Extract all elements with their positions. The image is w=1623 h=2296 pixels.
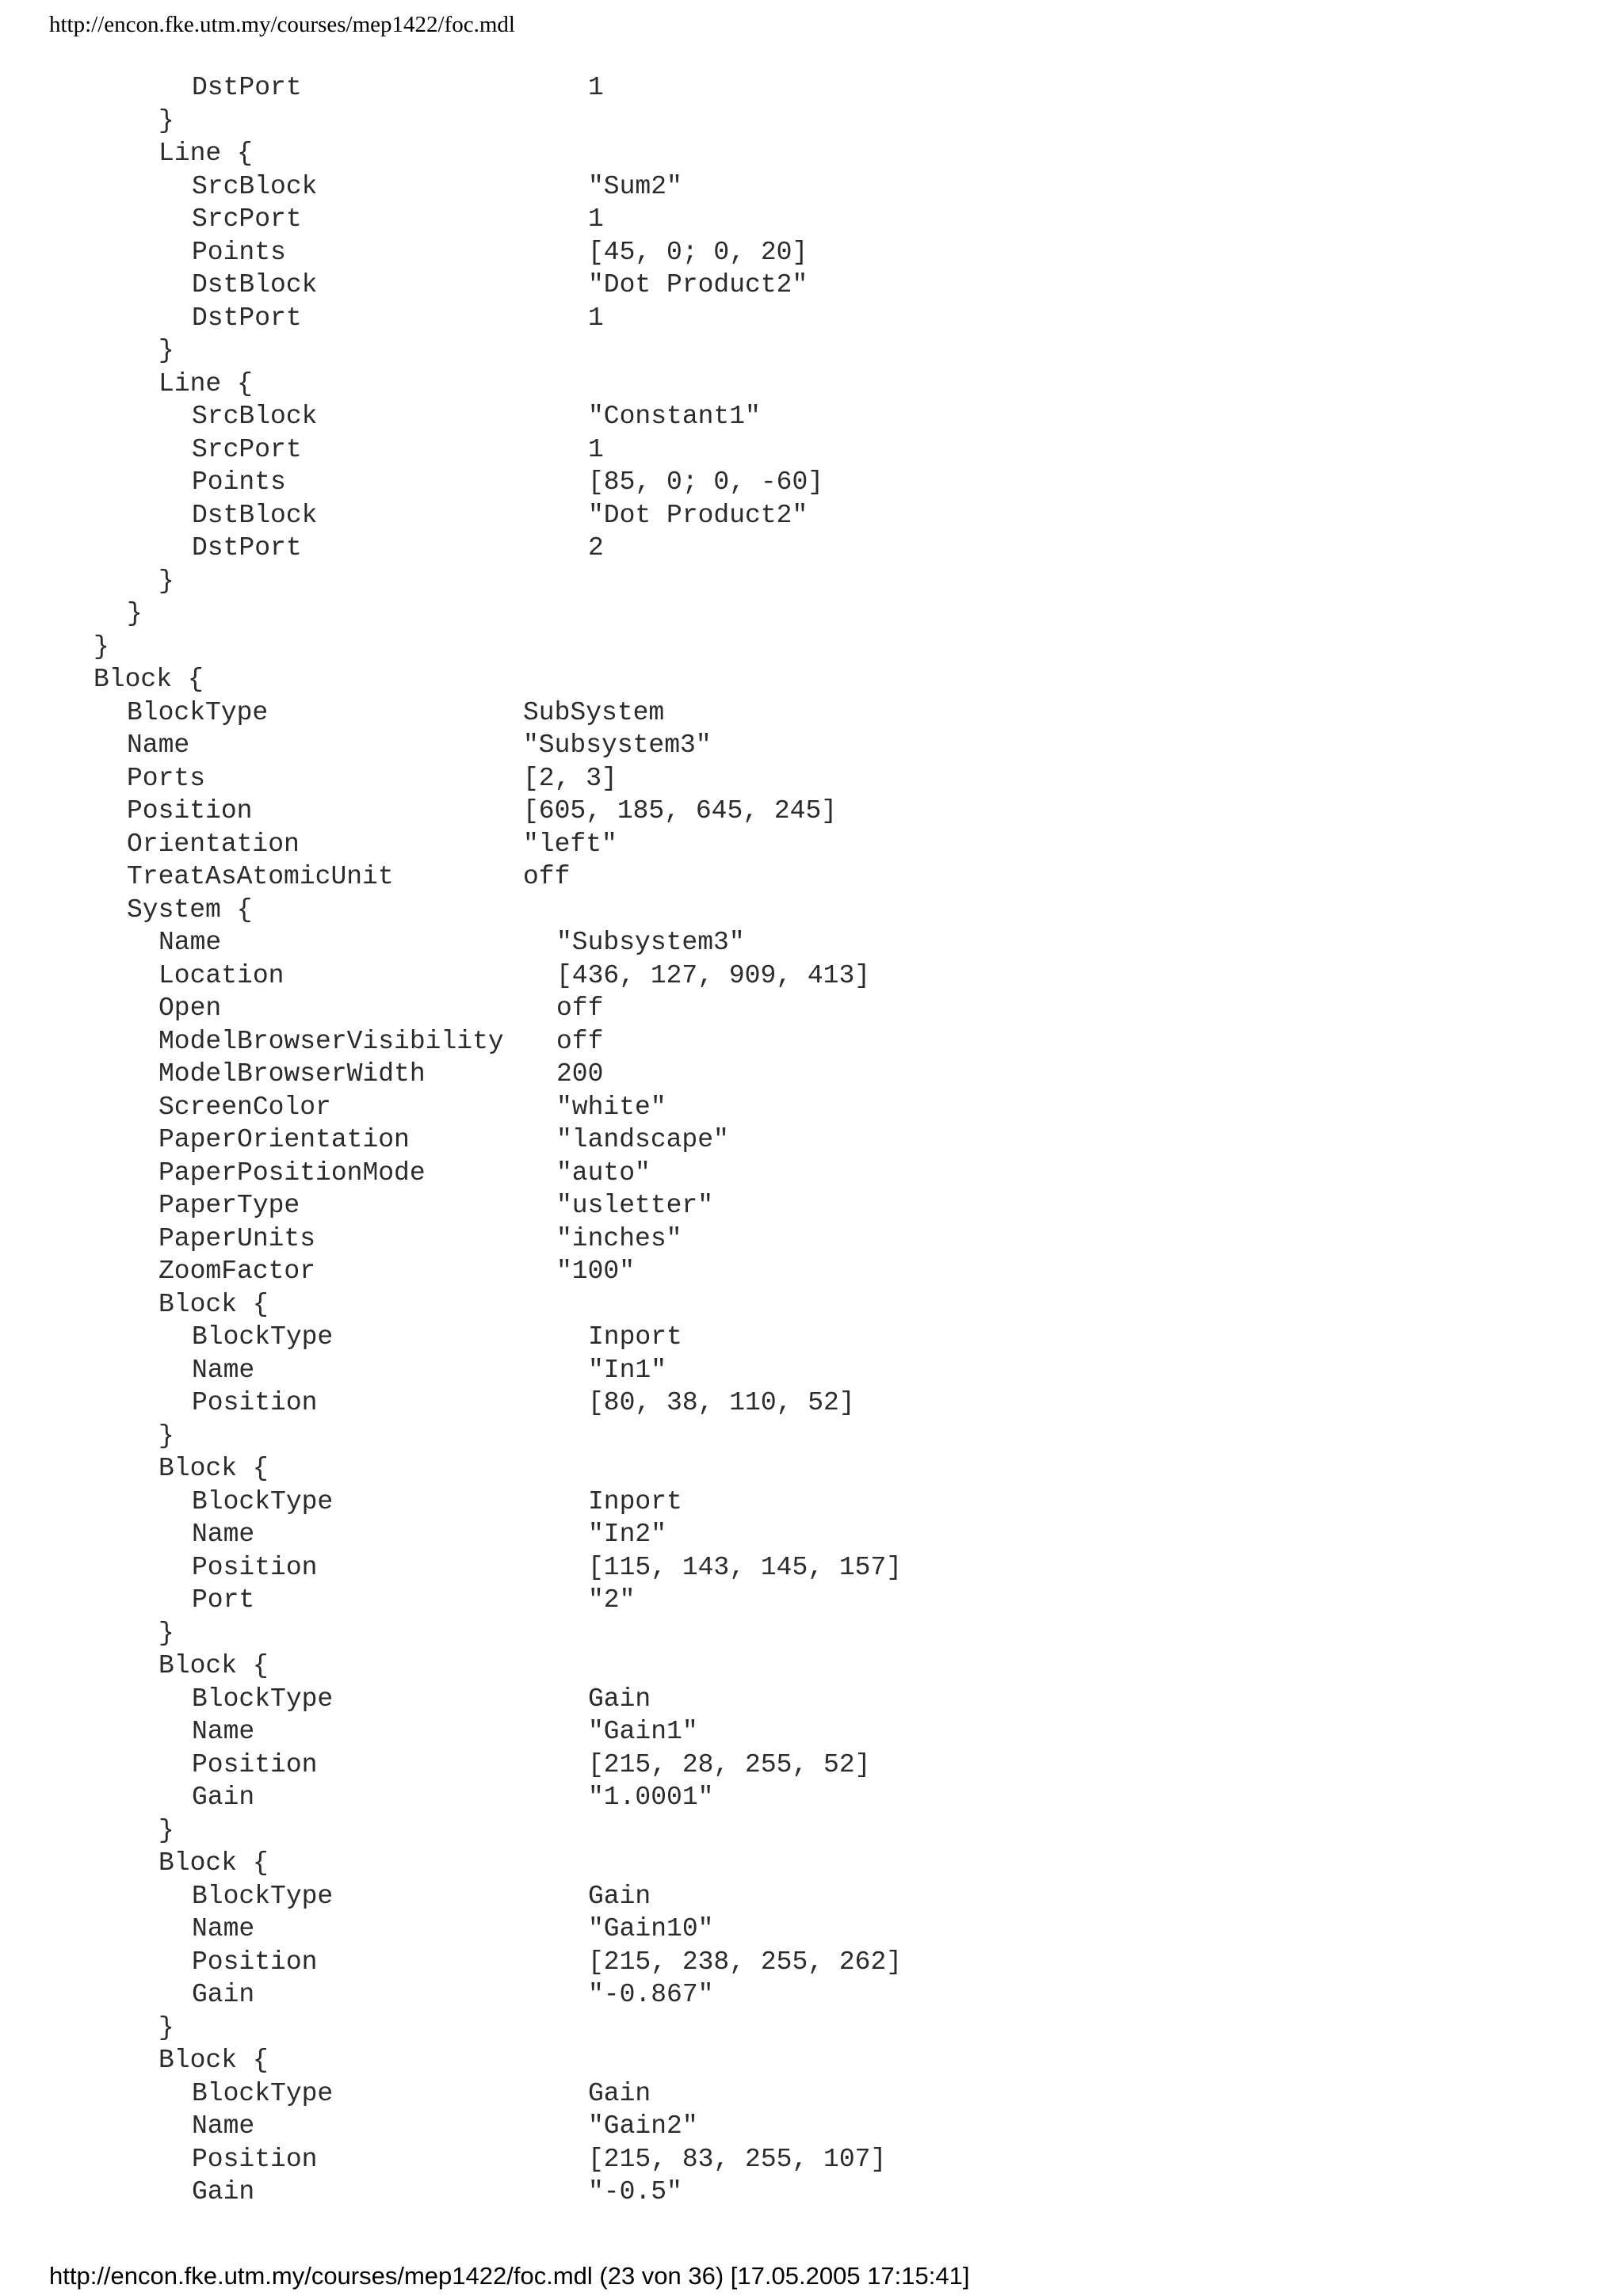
code-value: "Subsystem3" (523, 730, 712, 760)
code-line (0, 71, 1623, 105)
code-key: Name (127, 730, 190, 760)
code-line (0, 1650, 1623, 1683)
code-key: BlockType (192, 1322, 334, 1352)
code-key: } (158, 336, 174, 365)
code-key: } (158, 2012, 174, 2042)
code-value: "Dot Product2" (588, 500, 808, 530)
code-line (0, 2110, 1623, 2143)
code-line (0, 1551, 1623, 1585)
code-line (0, 302, 1623, 335)
code-key: Name (192, 1914, 255, 1943)
code-key: Open (158, 994, 222, 1023)
code-line (0, 1847, 1623, 1880)
code-line (0, 499, 1623, 532)
code-line (0, 2012, 1623, 2045)
code-line (0, 334, 1623, 368)
code-line (0, 1518, 1623, 1551)
code-key: BlockType (192, 1881, 334, 1911)
code-key: SrcPort (192, 434, 302, 464)
code-key: Gain (192, 1980, 255, 2009)
code-key: Block { (94, 665, 204, 694)
code-line (0, 2143, 1623, 2176)
code-value: "Dot Product2" (588, 270, 808, 299)
code-key: Position (192, 1552, 318, 1582)
code-line (0, 860, 1623, 894)
code-key: Position (192, 1388, 318, 1417)
code-key: Name (192, 1355, 255, 1385)
code-line (0, 762, 1623, 795)
code-value: off (523, 862, 571, 891)
code-key: Position (127, 796, 253, 826)
code-line (0, 1157, 1623, 1190)
code-value: Inport (588, 1486, 682, 1516)
code-key: TreatAsAtomicUnit (127, 862, 394, 891)
code-line (0, 631, 1623, 664)
code-value: "-0.5" (588, 2177, 682, 2206)
code-key: SrcBlock (192, 402, 318, 431)
code-line (0, 1123, 1623, 1157)
code-line (0, 828, 1623, 861)
code-line (0, 959, 1623, 993)
code-line (0, 1321, 1623, 1354)
page-header-url: http://encon.fke.utm.my/courses/mep1422/foc.mdl (49, 12, 515, 37)
code-key: BlockType (192, 2078, 334, 2108)
code-key: Name (158, 928, 222, 957)
code-key: Name (192, 2111, 255, 2141)
code-key: Port (192, 1585, 255, 1615)
code-line (0, 1913, 1623, 1946)
code-key: Gain (192, 1783, 255, 1812)
code-value: "Gain1" (588, 1717, 698, 1746)
code-line (0, 1058, 1623, 1091)
code-line (0, 236, 1623, 269)
code-value: [215, 28, 255, 52] (588, 1749, 871, 1779)
code-line (0, 368, 1623, 401)
code-value: "100" (556, 1257, 636, 1286)
code-value: [215, 83, 255, 107] (588, 2144, 887, 2174)
code-key: Points (192, 467, 286, 497)
code-value: [80, 38, 110, 52] (588, 1388, 855, 1417)
code-value: "Gain10" (588, 1914, 714, 1943)
code-key: DstPort (192, 533, 302, 563)
code-key: BlockType (192, 1486, 334, 1516)
code-value: "left" (523, 829, 617, 859)
code-line (0, 1978, 1623, 2012)
code-line (0, 2077, 1623, 2111)
code-line (0, 1420, 1623, 1453)
code-line (0, 1946, 1623, 1979)
code-key: Line { (158, 368, 253, 399)
code-value: 1 (588, 73, 604, 102)
code-line (0, 1880, 1623, 1913)
code-key: Orientation (127, 829, 300, 859)
code-key: } (158, 1421, 174, 1451)
code-line (0, 1781, 1623, 1814)
code-line (0, 565, 1623, 598)
code-key: } (158, 1618, 174, 1648)
code-key: DstPort (192, 73, 302, 102)
code-value: off (556, 1026, 604, 1056)
code-key: Position (192, 1947, 318, 1977)
code-key: } (158, 105, 174, 135)
code-line (0, 1683, 1623, 1716)
code-line (0, 269, 1623, 302)
code-key: Location (158, 960, 285, 990)
code-value: [115, 143, 145, 157] (588, 1552, 903, 1582)
code-key: Name (192, 1520, 255, 1549)
code-value: "landscape" (556, 1125, 729, 1154)
code-line (0, 992, 1623, 1025)
code-key: PaperOrientation (158, 1125, 410, 1154)
code-line (0, 1222, 1623, 1256)
code-value: "Sum2" (588, 171, 682, 201)
code-line (0, 663, 1623, 696)
code-line (0, 2176, 1623, 2209)
code-value: 1 (588, 434, 604, 464)
code-key: SrcBlock (192, 171, 318, 201)
code-line (0, 1617, 1623, 1650)
code-line (0, 466, 1623, 499)
code-key: ScreenColor (158, 1092, 331, 1122)
code-key: } (158, 566, 174, 596)
code-key: Ports (127, 763, 206, 793)
code-line (0, 1354, 1623, 1387)
code-key: } (127, 599, 143, 628)
code-line (0, 1584, 1623, 1617)
page-footer-info: http://encon.fke.utm.my/courses/mep1422/foc.mdl (23 von 36) [17.05.2005 17:15:41] (49, 2262, 970, 2290)
code-key: Block { (158, 2046, 269, 2075)
code-key: } (158, 1815, 174, 1845)
code-key: Block { (158, 1289, 269, 1319)
code-value: SubSystem (523, 697, 665, 727)
code-line (0, 926, 1623, 959)
code-value: "In1" (588, 1355, 667, 1385)
code-line (0, 597, 1623, 631)
code-line (0, 1749, 1623, 1782)
code-line (0, 1091, 1623, 1124)
code-value: [215, 238, 255, 262] (588, 1947, 903, 1977)
code-line (0, 1814, 1623, 1848)
code-line (0, 532, 1623, 565)
code-line (0, 2044, 1623, 2077)
code-value: "white" (556, 1092, 666, 1122)
code-value: "-0.867" (588, 1980, 714, 2009)
code-value: 2 (588, 533, 604, 563)
code-key: ZoomFactor (158, 1257, 316, 1286)
code-line (0, 1189, 1623, 1222)
code-key: DstBlock (192, 270, 318, 299)
code-line (0, 1025, 1623, 1058)
code-value: 200 (556, 1059, 604, 1089)
code-key: } (94, 631, 109, 662)
code-key: BlockType (192, 1684, 334, 1714)
code-value: "2" (588, 1585, 636, 1615)
code-key: PaperPositionMode (158, 1158, 426, 1188)
code-key: ModelBrowserVisibility (158, 1026, 504, 1056)
code-value: 1 (588, 303, 604, 333)
code-value: [436, 127, 909, 413] (556, 960, 871, 990)
code-value: Gain (588, 1684, 651, 1714)
code-line (0, 894, 1623, 927)
code-value: Gain (588, 1881, 651, 1911)
code-value: [85, 0; 0, -60] (588, 467, 824, 497)
code-line (0, 203, 1623, 236)
code-key: PaperUnits (158, 1223, 316, 1253)
code-line (0, 1715, 1623, 1749)
code-line (0, 1255, 1623, 1288)
code-key: ModelBrowserWidth (158, 1059, 426, 1089)
code-key: DstPort (192, 303, 302, 333)
code-line (0, 1486, 1623, 1519)
code-value: "Subsystem3" (556, 928, 745, 957)
code-key: BlockType (127, 697, 269, 727)
code-line (0, 696, 1623, 730)
code-line (0, 400, 1623, 433)
code-key: Block { (158, 1651, 269, 1680)
code-key: Block { (158, 1454, 269, 1483)
code-key: Position (192, 2144, 318, 2174)
code-value: "1.0001" (588, 1783, 714, 1812)
code-value: [45, 0; 0, 20] (588, 237, 808, 267)
code-key: PaperType (158, 1191, 300, 1220)
code-key: SrcPort (192, 204, 302, 234)
code-line (0, 1386, 1623, 1420)
code-value: "auto" (556, 1158, 651, 1188)
code-key: Block { (158, 1848, 269, 1878)
code-line (0, 137, 1623, 170)
code-value: [605, 185, 645, 245] (523, 796, 838, 826)
code-line (0, 170, 1623, 204)
code-value: "usletter" (556, 1191, 714, 1220)
code-value: Inport (588, 1322, 682, 1352)
code-value: "Constant1" (588, 402, 761, 431)
code-key: Position (192, 1749, 318, 1779)
code-value: off (556, 994, 604, 1023)
code-key: Line { (158, 139, 253, 168)
code-line (0, 795, 1623, 828)
code-value: "inches" (556, 1223, 682, 1253)
code-key: Gain (192, 2177, 255, 2206)
code-line (0, 433, 1623, 467)
code-value: Gain (588, 2078, 651, 2108)
code-value: [2, 3] (523, 763, 617, 793)
code-line (0, 105, 1623, 138)
code-line (0, 1288, 1623, 1322)
code-key: DstBlock (192, 500, 318, 530)
code-key: Name (192, 1717, 255, 1746)
code-value: "Gain2" (588, 2111, 698, 2141)
code-line (0, 1452, 1623, 1486)
code-key: Points (192, 237, 286, 267)
code-line (0, 729, 1623, 762)
code-key: System { (127, 894, 253, 925)
code-value: "In2" (588, 1520, 667, 1549)
code-value: 1 (588, 204, 604, 234)
